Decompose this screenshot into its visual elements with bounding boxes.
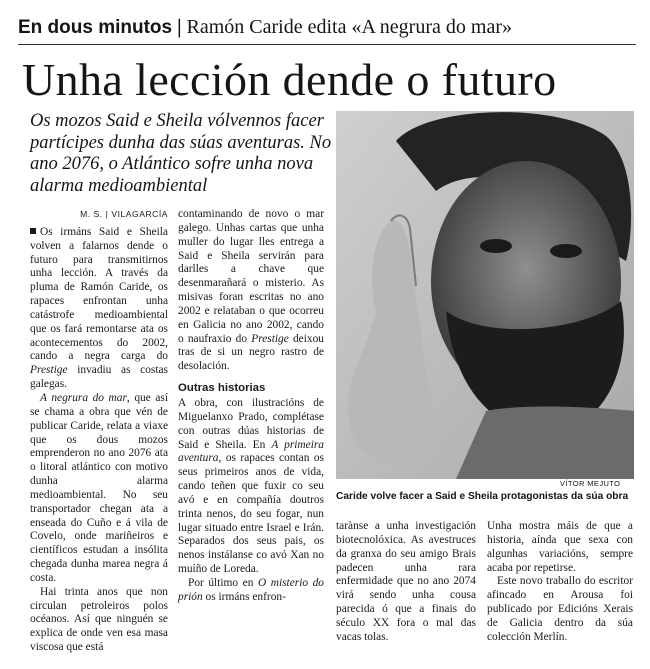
byline: M. S. | VILAGARCÍA [80, 209, 168, 219]
paragraph: contaminando de novo o mar galego. Unhas cartas que unha muller do lugar lles entrega a Said e Sheila servirán para darlles a chave que desenmarañará o misterio. As misivas foran escritas no ano 2002 e relataban o que ocorreu en Galicia no ano 2002, cando o naufraxio do Prestige deixou tras de si un negro rastro de desolación. [178, 208, 324, 373]
author-photo [336, 111, 634, 479]
lead-square-icon [30, 228, 36, 234]
article-column-3 [336, 520, 476, 645]
article-column-2 [178, 208, 324, 605]
paragraph: Os irmáns Said e Sheila volven a falarnos dende o futuro para transmitirnos unha lección. A través da pluma de Ramón Caride, os rapaces enfrontan unha catástrofe medioambiental que os fará remontarse ata os acontecementos do 2002, cando a negra carga do Prestige invadiu as costas galegas. [30, 225, 168, 391]
byline-place: VILAGARCÍA [111, 209, 168, 219]
header-rule [18, 44, 636, 45]
paragraph: A negrura do mar, que así se chama a obra que vén de publicar Caride, relata a viaxe que os dous mozos emprenderon no ano 2076 ata o litoral atlántico con motivo dunha alarma medioambiental. No seu transportador chegan ata a enseada do Cuño e á vila de Covelo, onde mariñeiros e científicos estudan a insólita chegada dunha marea negra á costa. [30, 391, 168, 584]
subheadline: Ramón Caride edita «A negrura do mar» [186, 16, 512, 38]
article-column-1 [30, 208, 168, 655]
paragraph: Este novo traballo do escritor afincado en Arousa foi publicado por Edicións Xerais de Galicia dentro da súa colección Merlín. [487, 575, 633, 643]
paragraph: Unha mostra máis de que a historia, aínda que sexa con algunhas variacións, sempre acaba por repetirse. [487, 520, 633, 574]
article-column-4 [487, 520, 633, 645]
headline: Unha lección dende o futuro [22, 54, 557, 105]
subhead: Outras historias [178, 382, 266, 395]
photo-caption: Caride volve facer a Said e Sheila protagonistas da súa obra [336, 491, 629, 502]
paragraph: tarànse a unha investigación biotecnolóxica. As avestruces da granxa do seu amigo Brais padecen unha rara enfermidade que no ano 2074 virá sendo unha cousa parecida ó que a finais do século XX fora o mal das vacas tolas. [336, 520, 476, 643]
paragraph: Por último en O misterio do prión os irmáns enfron- [178, 576, 324, 603]
photo-illustration [336, 111, 634, 479]
paragraph: Hai trinta anos que non circulan petroleiros polos océanos. Así que ninguén se explica de onde ven esa masa viscosa que está [30, 585, 168, 654]
byline-author: M. S. [80, 209, 103, 219]
paragraph: A obra, con ilustracións de Miguelanxo Prado, complétase con outras dúas historias de Said e Sheila. En A primeira aventura, os rapaces contan os seus primeiros anos de vida, cando teñen que fuxir co seu avó e en compañía doutros trinta nenos, do seu fogar, nun lugar situado entre Israel e Irán. Separados dos seus pais, os nenos instálanse co avó Xan no muíño de Loreda. [178, 396, 324, 576]
section-label: En dous minutos [18, 17, 173, 38]
photo-credit: VÍTOR MEJUTO [560, 479, 621, 488]
section-header [18, 16, 636, 39]
section-separator: | [176, 16, 183, 38]
lede: Os mozos Said e Sheila vólvennos facer partícipes dunha das súas aventuras. No ano 2076, o Atlántico sofre unha nova alarma medioambiental [30, 111, 332, 196]
